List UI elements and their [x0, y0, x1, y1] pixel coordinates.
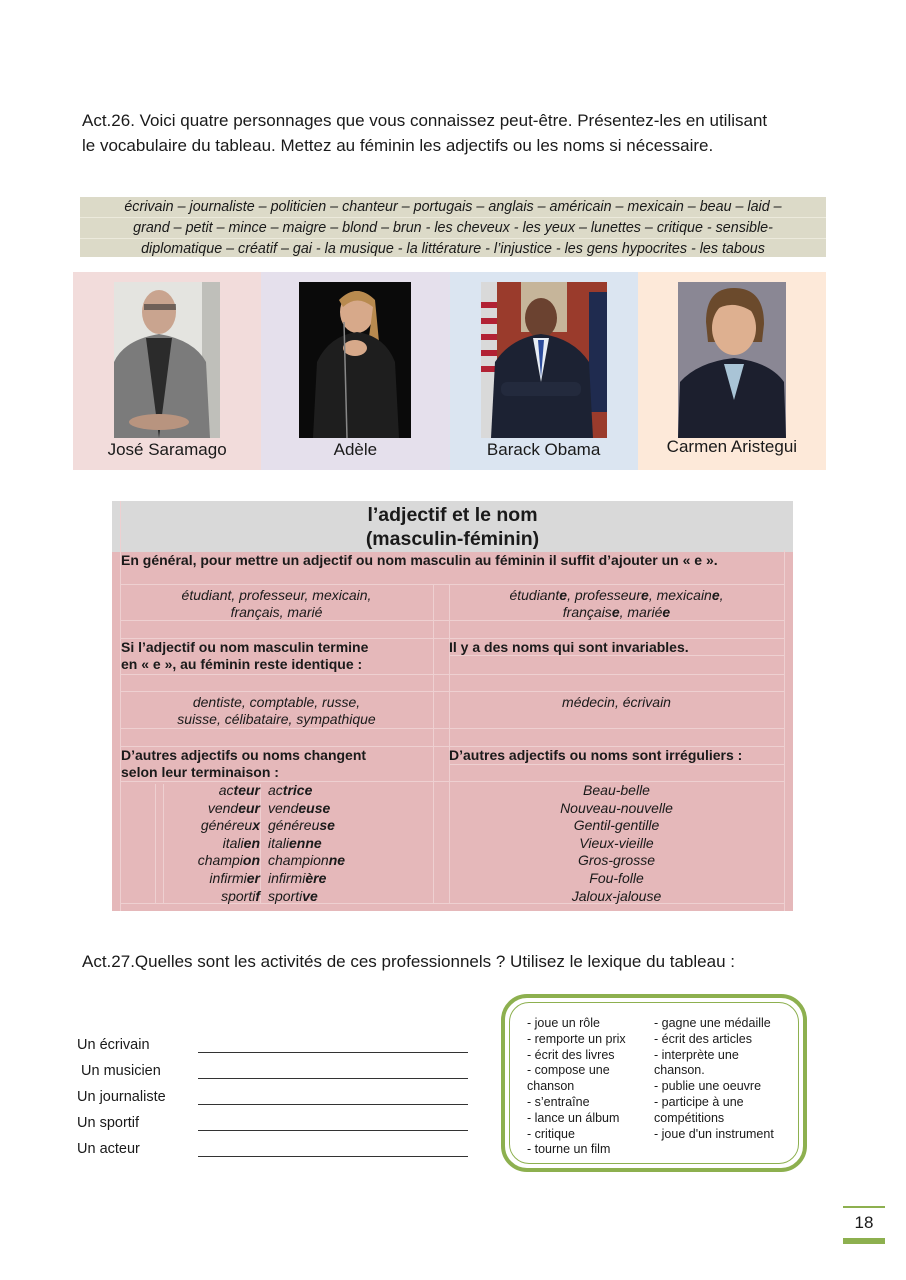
page-number-badge [843, 1206, 885, 1244]
grammar-title-line1: l’adjectif et le nom [367, 504, 538, 526]
irregular-pair: Gros-grosse [577, 852, 656, 869]
masculine-ending: italien [222, 834, 260, 851]
lexicon-item: - compose une [527, 1063, 610, 1078]
rule-endings [121, 747, 433, 781]
profession-label: Un journaliste [77, 1089, 166, 1105]
lexicon-item: - tourne un film [527, 1142, 611, 1157]
rule-endings-line: D’autres adjectifs ou noms changent [121, 747, 367, 763]
lexicon-item: - lance un álbum [527, 1110, 620, 1125]
lexicon-box [501, 994, 807, 1172]
act26-instruction: Act.26. Voici quatre personnages que vous connaissez peut-être. Présentez-les en utilisant le vocabulaire du tableau. Mettez au féminin les adjectifs ou les noms si nécessaire. [82, 111, 768, 155]
answer-line-musicien[interactable] [198, 1077, 468, 1079]
feminine-examples: étudiante, professeure, mexicaine, française, mariée [509, 587, 724, 620]
masculine-examples-line: étudiant, professeur, mexicain, [181, 587, 372, 603]
identical-examples-line: dentiste, comptable, russe, [192, 694, 361, 710]
masculine-examples-line: français, marié [230, 604, 323, 620]
feminine-ending: infirmière [268, 869, 327, 886]
lexicon-item: - s’entraîne [527, 1094, 590, 1109]
lexicon-item: - écrit des livres [527, 1047, 615, 1062]
rule-invariable: Il y a des noms qui sont invariables. [449, 639, 689, 655]
person-card-saramago [73, 272, 261, 470]
lexicon-item: chanson. [654, 1063, 705, 1078]
lexicon-item: - participe à une [654, 1094, 744, 1109]
person-card-adele [261, 272, 449, 470]
masculine-ending: généreux [200, 817, 260, 834]
masculine-ending: champion [197, 852, 260, 869]
portrait-image [678, 282, 786, 438]
lexicon-column-2 [654, 1016, 774, 1142]
person-name: Adèle [333, 440, 378, 459]
person-name: Carmen Aristegui [666, 437, 798, 456]
grammar-title [112, 501, 793, 552]
masculine-ending: sportif [221, 887, 260, 904]
masculine-examples [120, 587, 433, 621]
answer-line-acteur[interactable] [198, 1155, 468, 1157]
page-number: 18 [854, 1213, 874, 1232]
lexicon-item: - gagne une médaille [654, 1016, 771, 1030]
grammar-table [112, 501, 793, 911]
identical-examples [120, 694, 433, 728]
vocabulary-line: diplomatique – créatif – gai - la musique - la littérature - l’injustice - les gens hypocrites - les tabous [141, 241, 765, 257]
lexicon-item: - remporte un prix [527, 1031, 626, 1046]
feminine-ending: vendeuse [268, 799, 331, 816]
answer-line-sportif[interactable] [198, 1129, 468, 1131]
irregular-pair: Beau-belle [583, 782, 650, 798]
person-card-obama [450, 272, 638, 470]
invariable-examples: médecin, écrivain [562, 694, 671, 710]
masculine-ending: vendeur [207, 799, 260, 816]
person-name: Barack Obama [486, 440, 601, 459]
profession-label: Un sportif [77, 1115, 140, 1131]
lexicon-item: chanson [527, 1079, 575, 1094]
irregulars-column [449, 782, 784, 905]
answer-line-journaliste[interactable] [198, 1103, 468, 1105]
people-gallery [73, 272, 826, 470]
lexicon-item: - joue d'un instrument [654, 1126, 774, 1141]
person-card-aristegui [638, 272, 826, 470]
grammar-title-line2: (masculin-féminin) [365, 528, 540, 550]
answer-line-ecrivain[interactable] [198, 1051, 468, 1053]
feminine-ending: championne [268, 852, 346, 869]
masculine-endings-column [163, 782, 260, 905]
feminine-ending: généreuse [268, 817, 335, 834]
page-number-top-rule [843, 1206, 885, 1208]
rule-endings-line: selon leur terminaison : [121, 764, 279, 780]
rule-identical-line: en « e », au féminin reste identique : [121, 656, 363, 672]
feminine-ending: sportive [268, 887, 318, 904]
portrait-image [114, 282, 220, 438]
profession-label: Un acteur [77, 1141, 140, 1157]
lexicon-item: compétitions [654, 1110, 725, 1125]
lexicon-column-1 [527, 1016, 626, 1158]
profession-label: Un musicien [77, 1063, 161, 1079]
person-name: José Saramago [107, 440, 227, 459]
identical-examples-line: suisse, célibataire, sympathique [177, 711, 376, 727]
irregular-pair: Jaloux-jalouse [571, 887, 662, 904]
irregular-pair: Nouveau-nouvelle [560, 799, 673, 816]
rule-general: En général, pour mettre un adjectif ou nom masculin au féminin il suffit d’ajouter un « e ». [121, 552, 718, 568]
feminine-ending: italienne [268, 834, 322, 851]
irregular-pair: Gentil-gentille [573, 817, 660, 834]
page-number-bottom-rule [843, 1238, 885, 1244]
lexicon-item: - publie une oeuvre [654, 1079, 762, 1094]
rule-identical [121, 639, 433, 673]
masculine-ending: acteur [218, 782, 260, 798]
vocabulary-box [80, 197, 826, 257]
feminine-endings-column [268, 782, 428, 905]
masculine-ending: infirmier [209, 869, 260, 886]
rule-irregular: D’autres adjectifs ou noms sont irréguliers : [449, 747, 743, 763]
portrait-image [481, 282, 607, 438]
irregular-pair: Vieux-vieille [579, 834, 654, 851]
lexicon-item: - critique [527, 1126, 575, 1141]
lexicon-item: - joue un rôle [527, 1016, 600, 1030]
lexicon-item: - écrit des articles [654, 1031, 752, 1046]
portrait-image [299, 282, 411, 438]
lexicon-item: - interprète une [654, 1047, 739, 1062]
irregular-pair: Fou-folle [589, 869, 644, 886]
profession-label: Un écrivain [77, 1037, 150, 1053]
act27-instruction: Act.27.Quelles sont les activités de ces professionnels ? Utilisez le lexique du tableau : [82, 952, 735, 971]
feminine-ending: actrice [268, 782, 313, 798]
rule-identical-line: Si l’adjectif ou nom masculin termine [121, 639, 369, 655]
vocabulary-line: grand – petit – mince – maigre – blond – brun - les cheveux - les yeux – lunettes – critique - sensible- [80, 218, 826, 239]
vocabulary-line: écrivain – journaliste – politicien – chanteur – portugais – anglais – américain – mexicain – beau – laid – [80, 197, 826, 218]
